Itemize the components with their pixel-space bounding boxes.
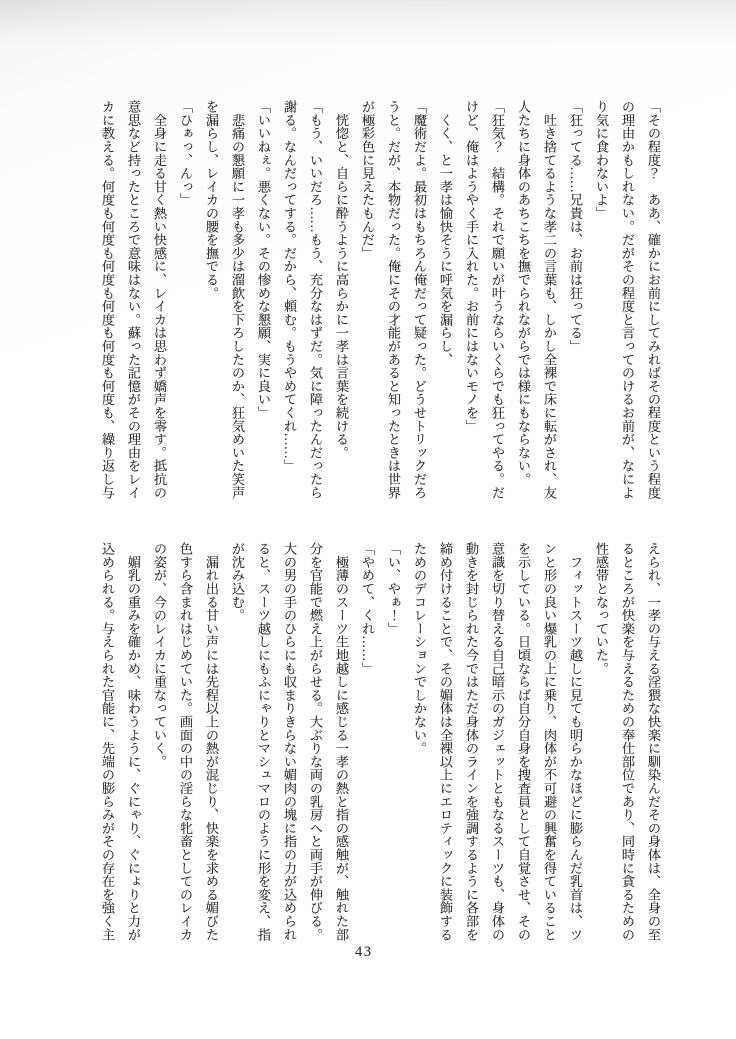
text-line: 性感帯となっていた。 <box>594 542 609 675</box>
text-line: 極薄のスーツ生地越しに感じる一孝の熱と指の感触が、触れた部 <box>334 542 349 941</box>
text-line: 全身に走る甘く熱い快感に、レイカは思わず嬌声を零す。抵抗の <box>152 100 167 499</box>
text-line: フィットスーツ越しに見ても明らかなほどに膨らんだ乳首は、ツ <box>568 542 583 941</box>
text-line: 「魔術だよ。最初はもちろん俺だって疑った。どうせトリックだろ <box>412 100 427 499</box>
text-line: 「やめて、くれ……」 <box>360 542 375 675</box>
text-line: カに教える。何度も何度も何度も何度も何度も何度も、繰り返し与 <box>100 100 115 499</box>
text-line: えられ、一孝の与える淫猥な快楽に馴染んだその身体は、全身の至 <box>646 542 661 941</box>
text-line: 媚乳の重みを確かめ、味わうように、ぐにゃり、ぐにょりと力が <box>126 542 141 941</box>
text-line: 込められる。与えられた官能に、先端の膨らみがその存在を強く主 <box>100 542 115 941</box>
text-line: くく、と一孝は愉快そうに呼気を漏らし、 <box>438 100 453 366</box>
text-line: 「狂気？ 結構。それで願いが叶うならいくらでも狂ってやる。だ <box>490 100 505 499</box>
text-line: ためのデコレーションでしかない。 <box>412 542 427 755</box>
text-line: 動きを封じられた今ではただ身体のラインを強調するように各部を <box>464 542 479 941</box>
text-line: 「いいねぇ。悪くない。その惨めな懇願、実に良い」 <box>256 100 271 420</box>
text-line: 色すら含まれはじめていた。画面の中の淫らな牝畜としてのレイカ <box>178 542 193 941</box>
text-line: 意識を切り替える自己暗示のガジェットともなるスーツも、身体の <box>490 542 505 941</box>
text-line: の理由かもしれない。だがその程度と言ってのけるお前が、なによ <box>620 100 635 499</box>
text-line: 「い、やぁ！」 <box>386 542 401 636</box>
text-line: 「もう、いいだろ……もう、充分なはずだ。気に障ったんだったら <box>308 100 323 499</box>
text-line: けど、俺はようやく手に入れた。お前にはないモノを」 <box>464 100 479 433</box>
text-line: を漏らし、レイカの腰を撫でる。 <box>204 100 219 300</box>
page-number: 43 <box>355 944 373 960</box>
text-line: 締め付けることで、その媚体は全裸以上にエロティックに装飾する <box>438 542 453 941</box>
text-line: 意思など持ったところで意味はない。蘇った記憶がその理由をレイ <box>126 100 141 499</box>
text-line: 分を官能で燃え上がらせる。大ぶりな両の乳房へと両手が伸びる。 <box>308 542 323 941</box>
text-line: の姿が、今のレイカに重なっていく。 <box>152 542 167 769</box>
text-block-top <box>94 100 666 500</box>
text-line: 「狂ってる……兄貴は、お前は狂ってる」 <box>568 100 583 353</box>
text-line: 吐き捨てるような孝二の言葉も、しかし全裸で床に転がされ、友 <box>542 100 557 499</box>
text-line: 悲痛の懇願に一孝も多少は溜飲を下ろしたのか、狂気めいた笑声 <box>230 100 245 499</box>
text-line: 「その程度？ ああ、確かにお前にしてみればその程度という程度 <box>646 100 661 499</box>
text-line: り気に食わないよ」 <box>594 100 609 220</box>
text-line: が沈み込む。 <box>230 542 245 622</box>
text-line: が極彩色に見えたもんだ」 <box>360 100 375 260</box>
text-line: 謝る。なんだってする。だから、頼む。もうやめてくれ……」 <box>282 100 297 473</box>
text-line: 漏れ出る甘い声には先程以上の熱が混じり、快楽を求める媚びた <box>204 542 219 941</box>
text-line: を示している。日頃ならば自分自身を捜査員として自覚させ、その <box>516 542 531 941</box>
text-line: ると、スーツ越しにもふにゃりとマシュマロのように形を変え、指 <box>256 542 271 941</box>
text-line: ンと形の良い爆乳の上に乗り、肉体が不可避の興奮を得ていること <box>542 542 557 941</box>
text-line: 大の男の手のひらにも収まりきらない媚肉の塊に指の力が込められ <box>282 542 297 941</box>
text-line: 「ひぁっ、んっ」 <box>178 100 193 207</box>
text-line: 人たちに身体のあちこちを撫でられながらでは様にもならない。 <box>516 100 531 486</box>
text-line: うと。だが、本物だった。俺にその才能があると知ったときは世界 <box>386 100 401 499</box>
text-line: るところが快楽を与えるための奉仕部位であり、同時に貪るための <box>620 542 635 941</box>
text-line: 恍惚と、自らに酔うように高らかに一孝は言葉を続ける。 <box>334 100 349 460</box>
text-block-bottom <box>94 542 666 942</box>
